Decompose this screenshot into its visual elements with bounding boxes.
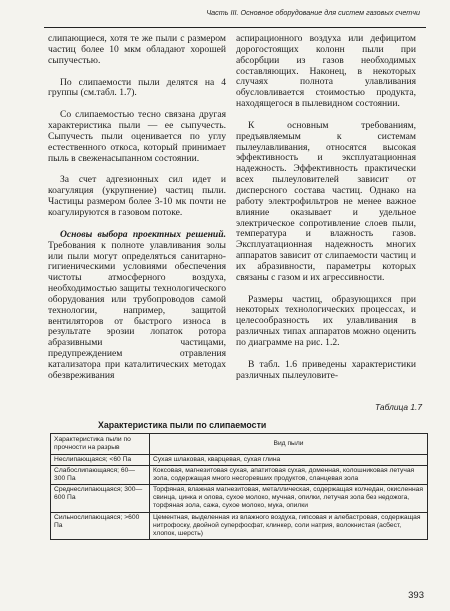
table-cell: Слабослипающаяся; 60—300 Па (51, 466, 150, 485)
paragraph-body: Требования к полноте улавливания золы или пыли могут определяться санитарно-гигиеническими условиями обеспечения чистоты атмосферного воздуха, необходимостью защиты технологического оборудования или трубопроводов самой технологии, например, защитой вентиляторов от быстрого износа в результате эрозии лопаток ротора абразивными частицами, предупреждением отравления катализатора при каталитических методах обезвреживания (48, 239, 226, 381)
table-header-row (51, 434, 428, 455)
table-cell: Коксовая, магнезитовая сухая, апатитовая сухая, доменная, колошниковая летучая зола, содержащая много несгоревших продуктов, сланцевая зола (150, 466, 428, 485)
paragraph: аспирационного воздуха или дефицитом дорогостоящих колонн пыли при абсорбции из газов необходимых составляющих. Наконец, в некоторых случаях полнота улавливания обусловливается стоимостью продукта, находящегося в пылевидном состоянии. (236, 33, 416, 110)
column-header: Вид пыли (150, 434, 428, 455)
table-cell: Цементная, выделенная из влажного воздуха, гипсовая и алебастровая, содержащая нитрофоску, двойной суперфосфат, клинкер, соли натрия, волокнистая (асбест, хлопок, шерсть) (150, 512, 428, 539)
table-cell: Неслипающаяся; <60 Па (51, 455, 150, 466)
paragraph-design-basics (48, 230, 226, 382)
table-row (51, 466, 428, 485)
page-number: 393 (408, 590, 424, 601)
paragraph: Со слипаемостью тесно связана другая характеристика пыли — ее сыпучесть. Сыпучесть пыли оценивается по углу естественного откоса, который принимает пыль в свеженасыпанном состоянии. (48, 109, 226, 164)
table-cell: Сильнослипающаяся; >600 Па (51, 512, 150, 539)
table-cell: Сухая шлаковая, кварцевая, сухая глина (150, 455, 428, 466)
paragraph: К основным требованиям, предъявляемым к системам пылеулавливания, относятся высокая эффективность и эксплуатационная надежность. Эффективность практически всех пылеуловителей зависит от дисперсного состава частиц. Однако на работу электрофильтров не менее важное влияние оказывает и удельное электрическое сопротивление слоев пыли, температура и влажность газов. Эксплуатационная надежность многих аппаратов зависит от слипаемости частиц и их абразивности, параметры которых связаны с газом и их агрессивности. (236, 119, 416, 283)
running-header: Часть III. Основное оборудование для систем газовых счетчи (206, 8, 420, 17)
paragraph: В табл. 1.6 приведены характеристики различных пылеуловите- (236, 358, 416, 381)
paragraph: Размеры частиц, образующихся при некоторых технологических процессах, и целесообразность их улавливания в различных типах аппаратов можно оценить по диаграмме на рис. 1.2. (236, 293, 416, 348)
table-reference: Таблица 1.7 (374, 402, 422, 412)
table-cell: Среднеслипающаяся; 300—600 Па (51, 485, 150, 512)
paragraph: За счет адгезионных сил идет и коагуляция (укрупнение) частиц пыли. Частицы размером более 3-10 мк почти не коагулируются в газовом потоке. (48, 174, 226, 218)
table-row (51, 512, 428, 539)
column-header: Характеристика пыли по прочности на разрыв (51, 434, 150, 455)
table-caption: Характеристика пыли по слипаемости (98, 420, 267, 430)
table-cell: Торфяная, влажная магнезитовая, металлическая, содержащая колчедан, окисленная свинца, цинка и олова, сухое молоко, мучная, опилки, летучая зола без недожога, торфяная зола, сажа, сухое молоко, мука, опилки (150, 485, 428, 512)
paragraph: слипающиеся, хотя те же пыли с размером частиц более 10 мкм обладают хорошей сыпучестью. (48, 33, 226, 66)
table-row (51, 485, 428, 512)
left-column (48, 34, 226, 382)
dust-adhesion-table (50, 433, 428, 540)
table-row (51, 455, 428, 466)
paragraph: По слипаемости пыли делятся на 4 группы (см.табл. 1.7). (48, 76, 226, 99)
section-lead: Основы выбора проектных решений. (60, 228, 226, 240)
right-column (236, 34, 416, 381)
